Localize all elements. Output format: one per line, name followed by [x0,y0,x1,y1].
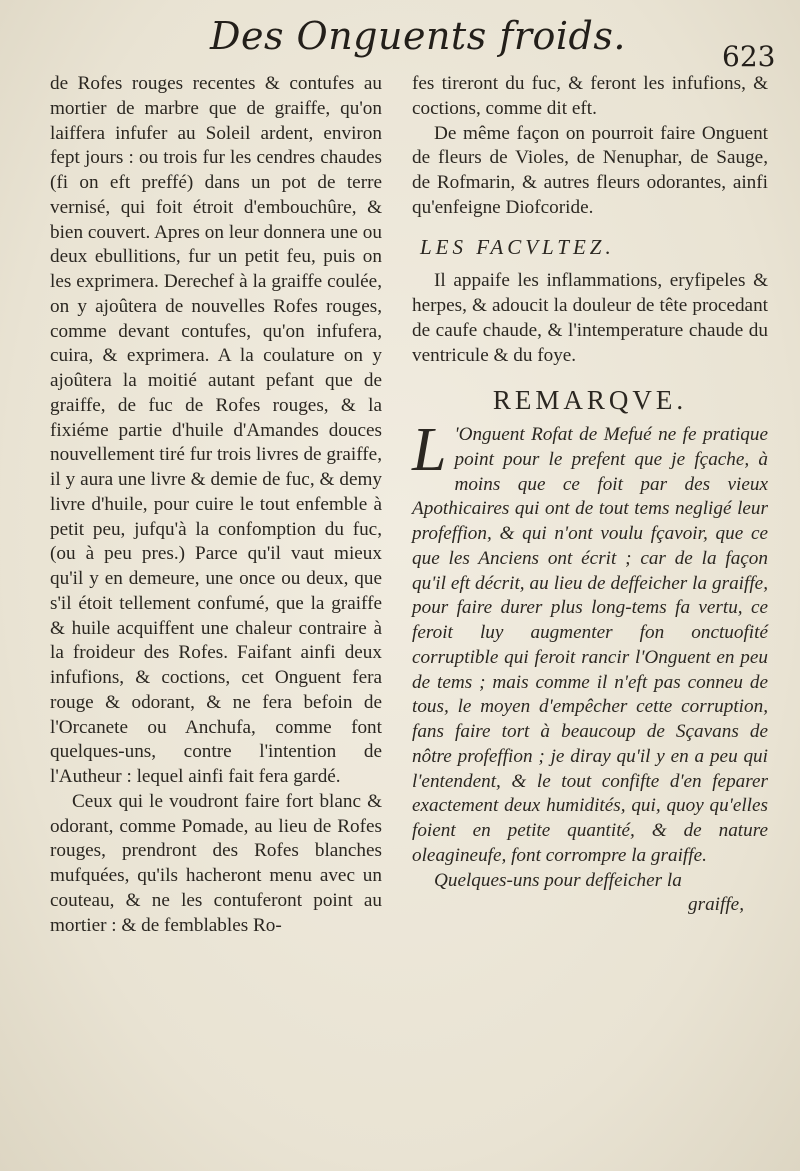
section-heading-facultez: LES FACVLTEZ. [420,234,615,259]
section-heading-remarque: REMARQVE. [492,385,688,416]
running-title: Des Onguents froids. [210,14,626,58]
right-column [412,72,768,918]
catchword: graiffe, [688,894,744,916]
remark-text: 'Onguent Rofat de Mefué ne fe pratique point pour le prefent que je fçache, à moins que ce foit par des vieux Apothicaires qui ont de tout tems negligé leur profeffion, & qui n'ont voulu fçavoir, que ce que les Anciens ont écrit ; car de la façon qu'il eft décrit, au lieu de deffeicher la graiffe, pour faire durer plus long-tems fa vertu, ce feroit luy augmenter fon onctuofité corruptible qui feroit rancir l'Onguent en peu de tems ; mais comme il n'eft pas conneu de tous, le moyen d'empêcher cette corruption, fans faire tort à beaucoup de Sçavans de nôtre profeffion ; je diray qu'il y en a peu qui l'entendent, & le tout confifte d'en feparer exactement deux humidités, qui, quoy qu'elles foient en petite quantité, & de nature oleagineufe, font corrompre la graiffe. [412,424,768,866]
right-paragraph-4: Quelques-uns pour deffeicher la [434,869,682,891]
right-paragraph-1: fes tireront du fuc, & feront les infufions, & coctions, comme dit eft. [412,73,768,119]
remark-paragraph [412,416,768,869]
right-paragraph-2: De même façon on pourroit faire Onguent de fleurs de Violes, de Nenuphar, de Sauge, de Rofmarin, & autres fleurs odorantes, ainfi qu'enfeigne Diofcoride. [412,122,768,218]
left-paragraph-1: de Rofes rouges recentes & contufes au mortier de marbre que de graiffe, qu'on laiffera infufer au Soleil ardent, environ fept jours : ou trois fur les cendres chaudes (fi on eft preffé) dans un pot de terre vernisé, qui foit étroit d'embouchûre, & bien couvert. Apres on leur donnera une ou deux ebullitions, fur un petit feu, puis on les exprimera. Derechef à la graiffe coulée, on y ajoûtera de nouvelles Rofes rouges, comme devant contufes, qu'on infufera, cuira, & exprimera. A la coulature on y ajoûtera la moitié autant pefant que de graiffe, de fuc de Rofes rouges, & la fixiéme partie d'huile d'Amandes douces nouvellement tiré fur trois livres de graiffe, il y aura une livre & demie de fuc, & demy livre d'huile, pour cuire le tout enfemble à petit peu, jufqu'à la confomption du fuc, (ou à peu pres.) Parce qu'il vaut mieux qu'il y en demeure, une once ou deux, que s'il étoit tellement confumé, que la graiffe & huile acquiffent une chaleur contraire à la froideur des Rofes. Faifant ainfi deux infufions, & coctions, cet Onguent fera rouge & odorant, & ne fera befoin de l'Orcanete ou Anchufa, comme font quelques-uns, contre l'intention de l'Autheur : lequel ainfi fait fera gardé. [50,73,382,787]
left-column [50,72,382,938]
left-paragraph-2: Ceux qui le voudront faire fort blanc & odorant, comme Pomade, au lieu de Rofes rouges, prendront des Rofes blanches mufquées, qu'ils hacheront menu avec un couteau, & ne les contuferont point au mortier : & de femblables Ro- [50,790,382,936]
drop-cap: L [412,416,447,484]
right-paragraph-3: Il appaife les inflammations, eryfipeles & herpes, & adoucit la douleur de tête procedant de caufe chaude, & l'intemperature chaude du ventricule & du foye. [412,270,768,366]
page-number: 623 [722,40,776,73]
